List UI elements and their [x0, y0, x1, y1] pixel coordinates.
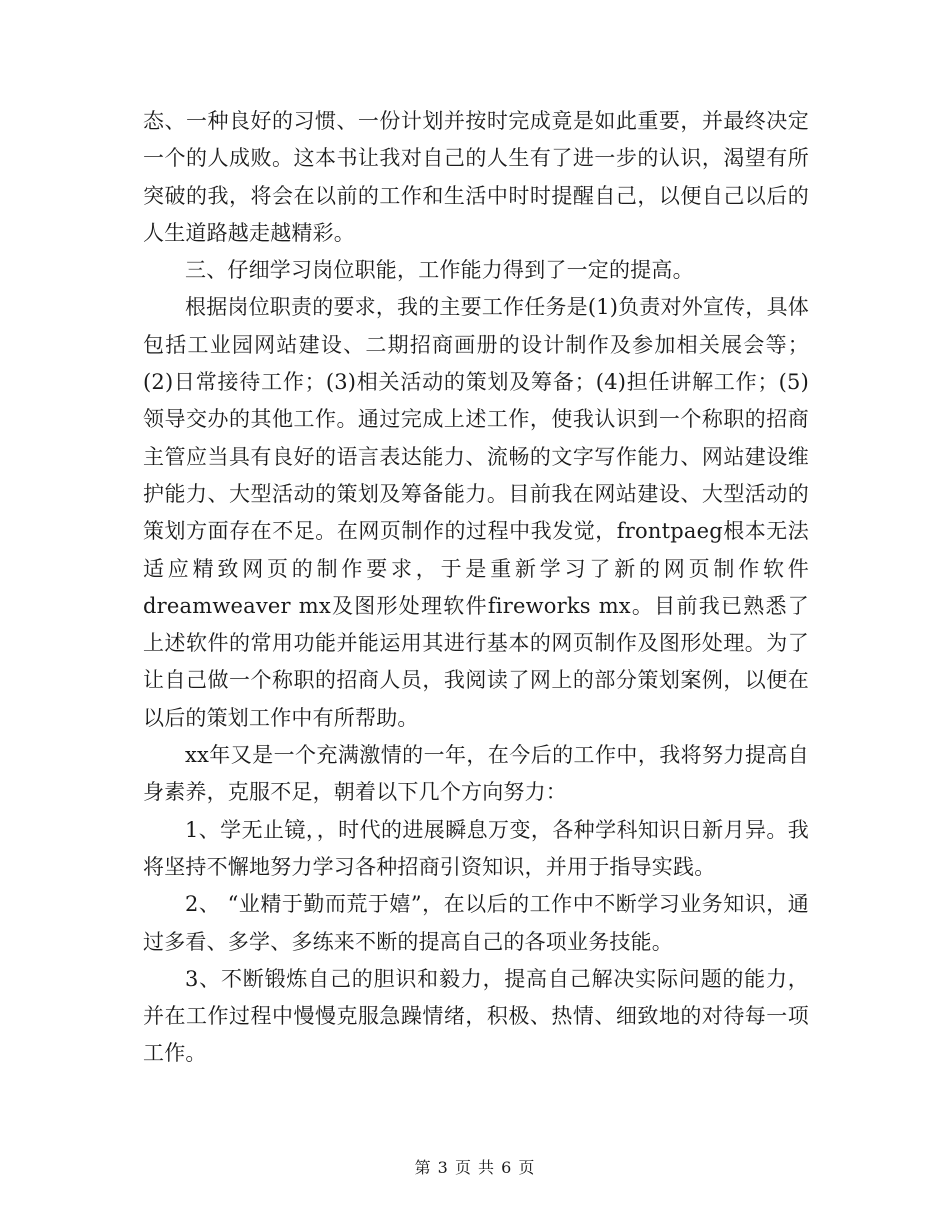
- paragraph-job-duties: 根据岗位职责的要求，我的主要工作任务是(1)负责对外宣传，具体包括工业园网站建设、二期招商画册的设计制作及参加相关展会等；(2)日常接待工作；(3)相关活动的策划及筹备；(4)担任讲解工作；(5)领导交办的其他工作。通过完成上述工作，使我认识到一个称职的招商主管应当具有良好的语言表达能力、流畅的文字写作能力、网站建设维护能力、大型活动的策划及筹备能力。目前我在网站建设、大型活动的策划方面存在不足。在网页制作的过程中我发觉，frontpaeg根本无法适应精致网页的制作要求，于是重新学习了新的网页制作软件dreamweaver mx及图形处理软件fireworks mx。目前我已熟悉了上述软件的常用功能并能运用其进行基本的网页制作及图形处理。为了让自己做一个称职的招商人员，我阅读了网上的部分策划案例，以便在以后的策划工作中有所帮助。: [143, 295, 809, 730]
- document-body: [143, 103, 809, 1073]
- paragraph-next-year: xx年又是一个充满激情的一年，在今后的工作中，我将努力提高自身素养，克服不足，朝着以下几个方向努力：: [143, 743, 809, 805]
- list-item-3: 3、不断锻炼自己的胆识和毅力，提高自己解决实际问题的能力，并在工作过程中慢慢克服急躁情绪，积极、热情、细致地的对待每一项工作。: [143, 966, 809, 1066]
- list-item-2: 2、 “业精于勤而荒于嬉”，在以后的工作中不断学习业务知识，通过多看、多学、多练来不断的提高自己的各项业务技能。: [143, 892, 809, 954]
- paragraph-continuation: 态、一种良好的习惯、一份计划并按时完成竟是如此重要，并最终决定一个的人成败。这本书让我对自己的人生有了进一步的认识，渴望有所突破的我，将会在以前的工作和生活中时时提醒自己，以便自己以后的人生道路越走越精彩。: [143, 109, 809, 245]
- list-item-1: 1、学无止镜，，时代的进展瞬息万变，各种学科知识日新月异。我将坚持不懈地努力学习各种招商引资知识，并用于指导实践。: [143, 817, 809, 879]
- section-heading-three: 三、仔细学习岗位职能，工作能力得到了一定的提高。: [185, 258, 694, 283]
- page-footer: 第 3 页 共 6 页: [414, 1158, 536, 1177]
